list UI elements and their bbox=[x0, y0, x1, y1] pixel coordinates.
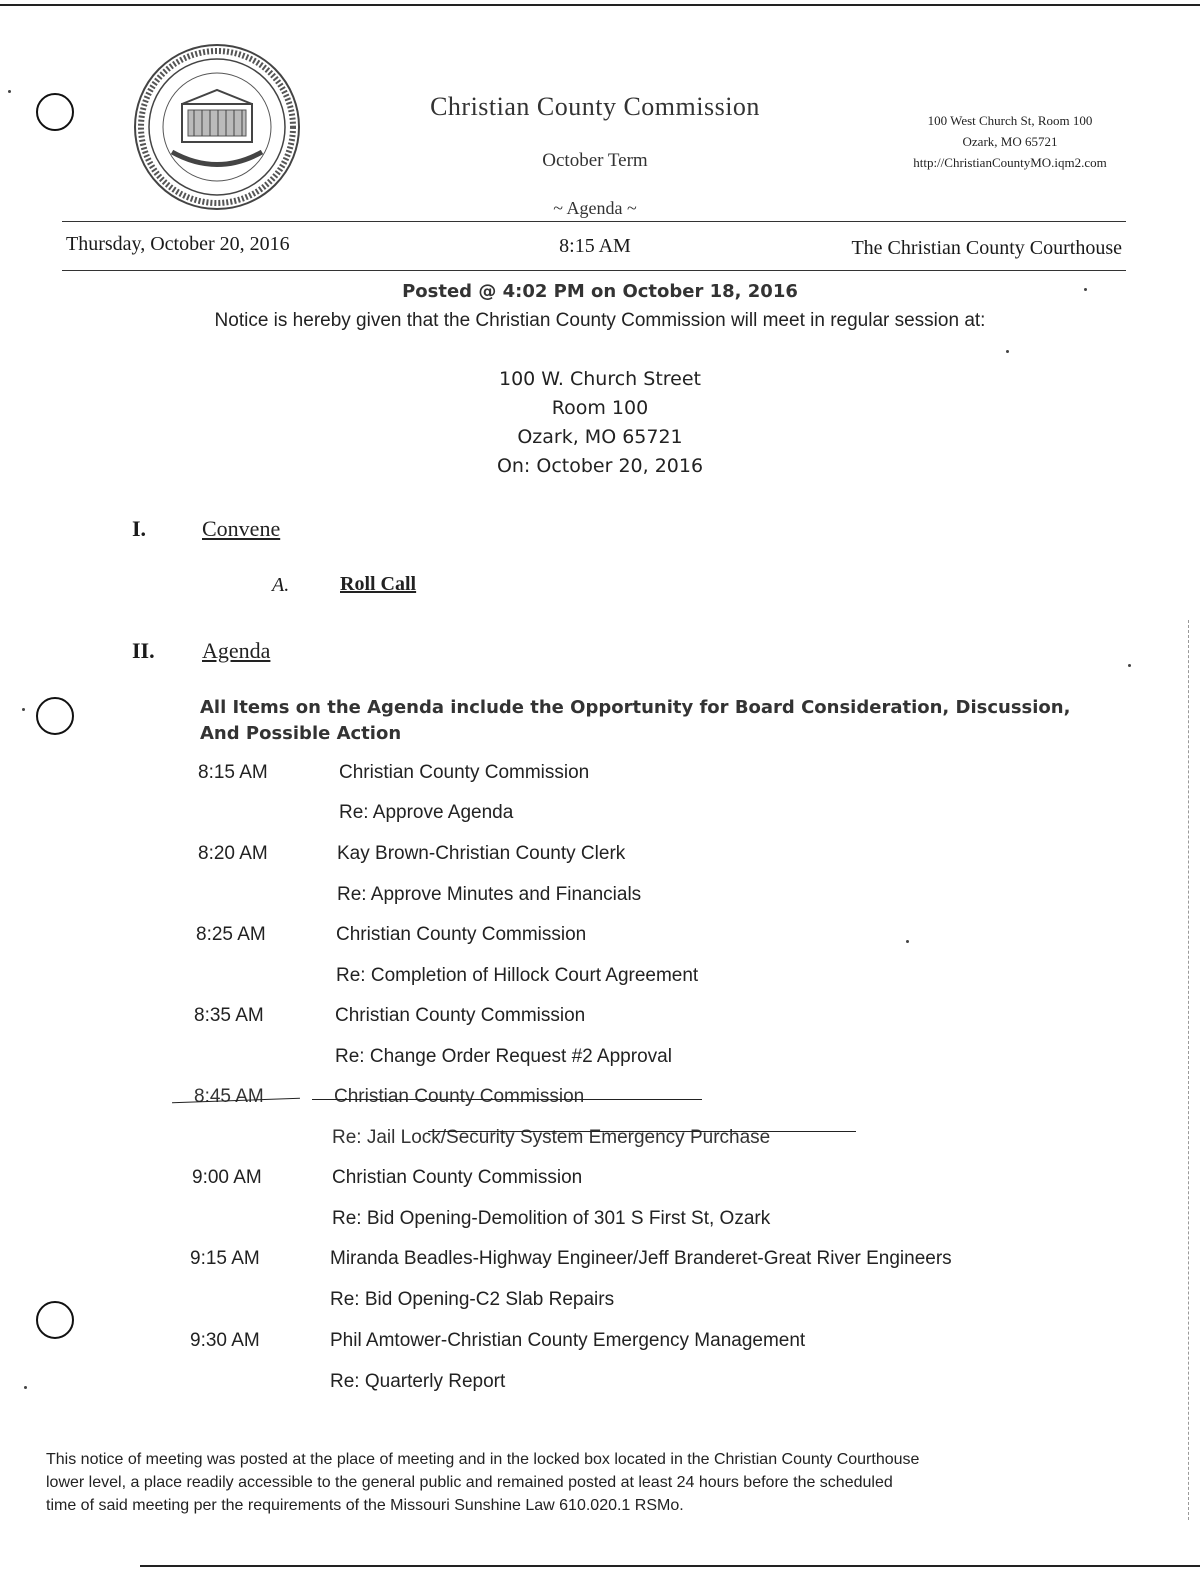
item-time: 8:20 AM bbox=[198, 843, 268, 864]
header-rule bbox=[62, 221, 1126, 222]
item-time: 9:30 AM bbox=[190, 1330, 260, 1351]
item-presenter: Christian County Commission bbox=[335, 1005, 586, 1026]
item-time: 9:15 AM bbox=[190, 1248, 260, 1269]
header-rule bbox=[62, 270, 1126, 271]
scan-speck bbox=[24, 1386, 27, 1389]
item-time: 8:15 AM bbox=[198, 762, 268, 783]
item-subject: Re: Quarterly Report bbox=[330, 1371, 506, 1392]
scan-speck bbox=[906, 940, 909, 943]
top-border-line bbox=[0, 4, 1200, 6]
item-presenter: Kay Brown-Christian County Clerk bbox=[337, 843, 626, 864]
location-date: On: October 20, 2016 bbox=[496, 455, 704, 477]
bottom-border-line bbox=[140, 1565, 1200, 1567]
item-subject: Re: Completion of Hillock Court Agreement bbox=[336, 965, 699, 986]
item-subject: Re: Change Order Request #2 Approval bbox=[335, 1046, 672, 1067]
posting-statement-line: This notice of meeting was posted at the place of meeting and in the locked box located in the Christian County Courthouse bbox=[46, 1451, 920, 1468]
address-line: 100 West Church St, Room 100 bbox=[927, 113, 1093, 128]
meeting-place: The Christian County Courthouse bbox=[851, 237, 1122, 259]
scan-speck bbox=[22, 708, 25, 711]
posting-statement bbox=[46, 1448, 1056, 1517]
org-title: Christian County Commission bbox=[430, 92, 760, 121]
strikethrough-line bbox=[312, 1099, 702, 1100]
meeting-time: 8:15 AM bbox=[559, 235, 631, 257]
section-title: Convene bbox=[202, 516, 281, 541]
item-presenter: Phil Amtower-Christian County Emergency Management bbox=[330, 1330, 806, 1351]
term-label: October Term bbox=[542, 150, 648, 171]
agenda-note-line: And Possible Action bbox=[200, 723, 402, 744]
section-number: I. bbox=[132, 516, 147, 541]
item-presenter: Christian County Commission bbox=[339, 762, 590, 783]
item-subject: Re: Jail Lock/Security System Emergency Purchase bbox=[332, 1127, 771, 1148]
item-subject: Re: Bid Opening-Demolition of 301 S First St, Ozark bbox=[332, 1208, 771, 1229]
section-title: Agenda bbox=[202, 638, 271, 663]
agenda-heading: ~ Agenda ~ bbox=[553, 198, 637, 218]
subsection-title: Roll Call bbox=[340, 573, 417, 595]
agenda-note bbox=[200, 695, 1080, 747]
item-subject: Re: Approve Agenda bbox=[339, 802, 514, 823]
section-number: II. bbox=[132, 638, 155, 663]
item-subject: Re: Approve Minutes and Financials bbox=[337, 884, 642, 905]
scan-speck bbox=[8, 90, 11, 93]
item-presenter: Christian County Commission bbox=[336, 924, 587, 945]
meeting-location bbox=[340, 365, 860, 481]
item-presenter: Christian County Commission bbox=[332, 1167, 583, 1188]
scan-speck bbox=[1006, 350, 1009, 353]
website-link[interactable]: http://ChristianCountyMO.iqm2.com bbox=[913, 155, 1107, 170]
scan-speck bbox=[1084, 288, 1087, 291]
item-time: 9:00 AM bbox=[192, 1167, 262, 1188]
session-notice: Notice is hereby given that the Christian County Commission will meet in regular session at: bbox=[214, 310, 986, 331]
county-seal-icon bbox=[132, 42, 302, 212]
item-subject: Re: Bid Opening-C2 Slab Repairs bbox=[330, 1289, 615, 1310]
right-edge-line bbox=[1188, 620, 1189, 1520]
punch-hole-icon bbox=[36, 1301, 74, 1339]
punch-hole-icon bbox=[36, 697, 74, 735]
item-time: 8:45 AM bbox=[194, 1086, 264, 1107]
location-city: Ozark, MO 65721 bbox=[517, 426, 683, 448]
location-street: 100 W. Church Street bbox=[499, 368, 701, 390]
org-address bbox=[870, 110, 1150, 173]
address-city: Ozark, MO 65721 bbox=[962, 134, 1058, 149]
punch-hole-icon bbox=[36, 93, 74, 131]
subsection-letter: A. bbox=[272, 574, 290, 596]
meeting-date: Thursday, October 20, 2016 bbox=[66, 233, 290, 255]
scan-speck bbox=[1128, 664, 1131, 667]
posting-statement-line: lower level, a place readily accessible to the general public and remained posted at least 24 hours before the scheduled bbox=[46, 1474, 893, 1491]
posted-notice: Posted @ 4:02 PM on October 18, 2016 bbox=[402, 281, 798, 302]
posting-statement-line: time of said meeting per the requirements of the Missouri Sunshine Law 610.020.1 RSMo. bbox=[46, 1497, 684, 1514]
item-time: 8:25 AM bbox=[196, 924, 266, 945]
item-presenter: Christian County Commission bbox=[334, 1086, 585, 1107]
strikethrough-line bbox=[428, 1131, 856, 1132]
agenda-note-line: All Items on the Agenda include the Opportunity for Board Consideration, Discussion, bbox=[200, 697, 1071, 718]
item-time: 8:35 AM bbox=[194, 1005, 264, 1026]
location-room: Room 100 bbox=[551, 397, 649, 419]
item-presenter: Miranda Beadles-Highway Engineer/Jeff Branderet-Great River Engineers bbox=[330, 1248, 952, 1269]
